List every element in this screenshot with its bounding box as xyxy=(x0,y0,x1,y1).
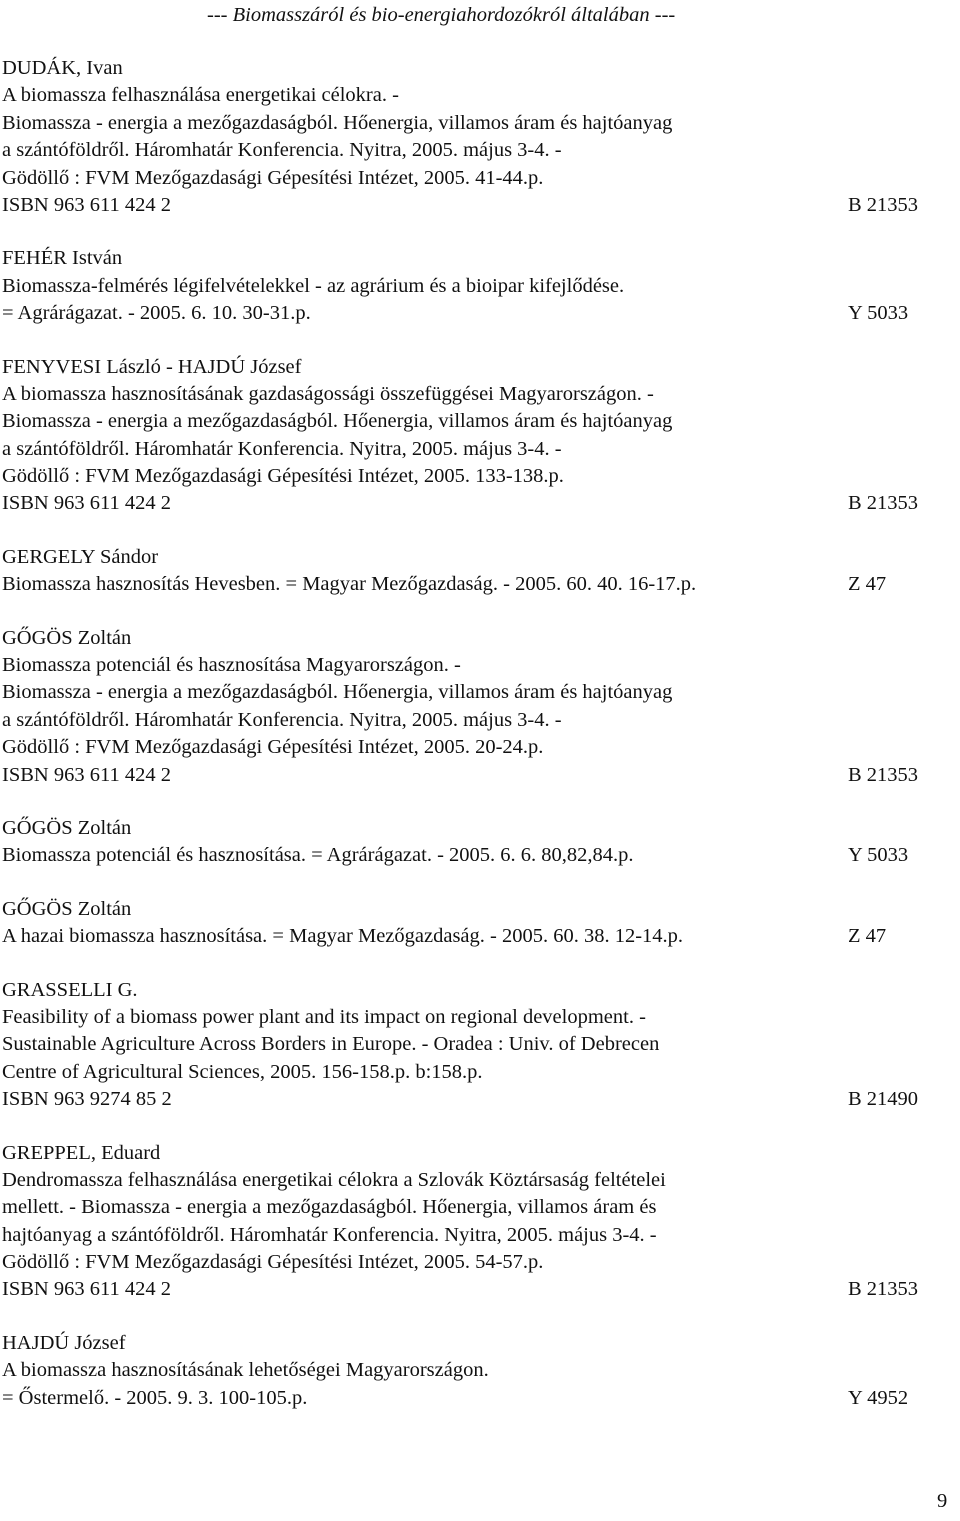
entry-text-line: Gödöllő : FVM Mezőgazdasági Gépesítési Intézet, 2005. 41-44.p. xyxy=(2,166,544,189)
entry-source: ISBN 963 611 424 2 xyxy=(2,1278,171,1301)
entry-text-line: Biomassza - energia a mezőgazdaságból. Hőenergia, villamos áram és hajtóanyag xyxy=(2,681,673,704)
entry-text-line: a szántóföldről. Háromhatár Konferencia. Nyitra, 2005. május 3-4. - xyxy=(2,708,562,731)
entry-text-line: hajtóanyag a szántóföldről. Háromhatár Konferencia. Nyitra, 2005. május 3-4. - xyxy=(2,1223,657,1246)
entry-author: GŐGÖS Zoltán xyxy=(2,816,132,839)
entry-call-number: B 21353 xyxy=(848,763,919,786)
entry-call-number: Y 4952 xyxy=(848,1386,909,1409)
entry-text-line: Feasibility of a biomass power plant and its impact on regional development. - xyxy=(2,1005,646,1028)
entry-source: Biomassza hasznosítás Hevesben. = Magyar Mezőgazdaság. - 2005. 60. 40. 16-17.p. xyxy=(2,573,697,596)
entry-source: A hazai biomassza hasznosítása. = Magyar Mezőgazdaság. - 2005. 60. 38. 12-14.p. xyxy=(2,925,684,948)
entry-call-number: B 21353 xyxy=(848,492,919,515)
bibliography-entry xyxy=(2,1140,937,1304)
entry-text-line: Biomassza potenciál és hasznosítása Magyarországon. - xyxy=(2,654,461,677)
entry-last-line xyxy=(2,1385,937,1412)
entry-last-line xyxy=(2,490,937,517)
entry-source: Biomassza potenciál és hasznosítása. = Agrárágazat. - 2005. 6. 6. 80,82,84.p. xyxy=(2,844,634,867)
entry-call-number: B 21490 xyxy=(848,1088,919,1111)
entry-last-line xyxy=(2,762,937,789)
entry-text-line: a szántóföldről. Háromhatár Konferencia. Nyitra, 2005. május 3-4. - xyxy=(2,437,562,460)
entry-author: GŐGÖS Zoltán xyxy=(2,897,132,920)
entry-call-number: Y 5033 xyxy=(848,302,909,325)
entry-text-line: Gödöllő : FVM Mezőgazdasági Gépesítési Intézet, 2005. 20-24.p. xyxy=(2,736,544,759)
entry-text-line: Gödöllő : FVM Mezőgazdasági Gépesítési Intézet, 2005. 54-57.p. xyxy=(2,1251,544,1274)
entry-author: DUDÁK, Ivan xyxy=(2,57,123,79)
entry-call-number: Z 47 xyxy=(848,573,887,596)
entry-last-line xyxy=(2,842,937,869)
entry-text-line: A biomassza hasznosításának gazdaságossági összefüggései Magyarországon. - xyxy=(2,382,654,405)
bibliography-entry xyxy=(2,896,937,951)
entry-call-number: Z 47 xyxy=(848,925,887,948)
entry-source: ISBN 963 611 424 2 xyxy=(2,193,171,216)
entry-author: FENYVESI László - HAJDÚ József xyxy=(2,355,302,378)
entry-text-line: A biomassza felhasználása energetikai célokra. - xyxy=(2,84,399,107)
entry-author: FEHÉR István xyxy=(2,247,123,270)
entry-last-line xyxy=(2,571,937,598)
entry-author: GREPPEL, Eduard xyxy=(2,1141,161,1164)
entry-text-line: A biomassza hasznosításának lehetőségei Magyarországon. xyxy=(2,1359,489,1382)
bibliography-list xyxy=(2,55,937,1438)
entry-text-line: Biomassza - energia a mezőgazdaságból. Hőenergia, villamos áram és hajtóanyag xyxy=(2,111,673,134)
entry-text-line: a szántóföldről. Háromhatár Konferencia. Nyitra, 2005. május 3-4. - xyxy=(2,139,562,162)
entry-author: HAJDÚ József xyxy=(2,1331,126,1354)
bibliography-entry xyxy=(2,625,937,789)
entry-text-line: Sustainable Agriculture Across Borders in Europe. - Oradea : Univ. of Debrecen xyxy=(2,1033,660,1056)
entry-text-line: Centre of Agricultural Sciences, 2005. 156-158.p. b:158.p. xyxy=(2,1060,483,1083)
entry-last-line xyxy=(2,192,937,219)
entry-text-line: mellett. - Biomassza - energia a mezőgazdaságból. Hőenergia, villamos áram és xyxy=(2,1196,657,1219)
bibliography-entry xyxy=(2,354,937,518)
entry-source: ISBN 963 611 424 2 xyxy=(2,763,171,786)
entry-call-number: B 21353 xyxy=(848,193,919,216)
bibliography-entry xyxy=(2,1330,937,1412)
bibliography-entry xyxy=(2,544,937,599)
entry-text-line: Dendromassza felhasználása energetikai célokra a Szlovák Köztársaság feltételei xyxy=(2,1168,666,1191)
entry-last-line xyxy=(2,1086,937,1113)
bibliography-entry xyxy=(2,245,937,327)
entry-author: GERGELY Sándor xyxy=(2,545,159,568)
bibliography-entry xyxy=(2,815,937,870)
entry-text-line: Biomassza-felmérés légifelvételekkel - az agrárium és a bioipar kifejlődése. xyxy=(2,274,625,297)
entry-author: GRASSELLI G. xyxy=(2,978,138,1001)
entry-text-line: Biomassza - energia a mezőgazdaságból. Hőenergia, villamos áram és hajtóanyag xyxy=(2,410,673,433)
entry-source: = Őstermelő. - 2005. 9. 3. 100-105.p. xyxy=(2,1386,308,1409)
entry-call-number: B 21353 xyxy=(848,1278,919,1301)
entry-last-line xyxy=(2,923,937,950)
entry-source: ISBN 963 9274 85 2 xyxy=(2,1088,172,1111)
entry-call-number: Y 5033 xyxy=(848,844,909,867)
running-header: --- Biomasszáról és bio-energiahordozókról általában --- xyxy=(207,4,676,26)
page-number: 9 xyxy=(937,1490,948,1512)
bibliography-entry xyxy=(2,55,937,219)
entry-source: = Agrárágazat. - 2005. 6. 10. 30-31.p. xyxy=(2,302,311,325)
bibliography-entry xyxy=(2,977,937,1114)
entry-source: ISBN 963 611 424 2 xyxy=(2,492,171,515)
entry-author: GŐGÖS Zoltán xyxy=(2,626,132,649)
entry-last-line xyxy=(2,1276,937,1303)
entry-text-line: Gödöllő : FVM Mezőgazdasági Gépesítési Intézet, 2005. 133-138.p. xyxy=(2,465,564,488)
entry-last-line xyxy=(2,300,937,327)
